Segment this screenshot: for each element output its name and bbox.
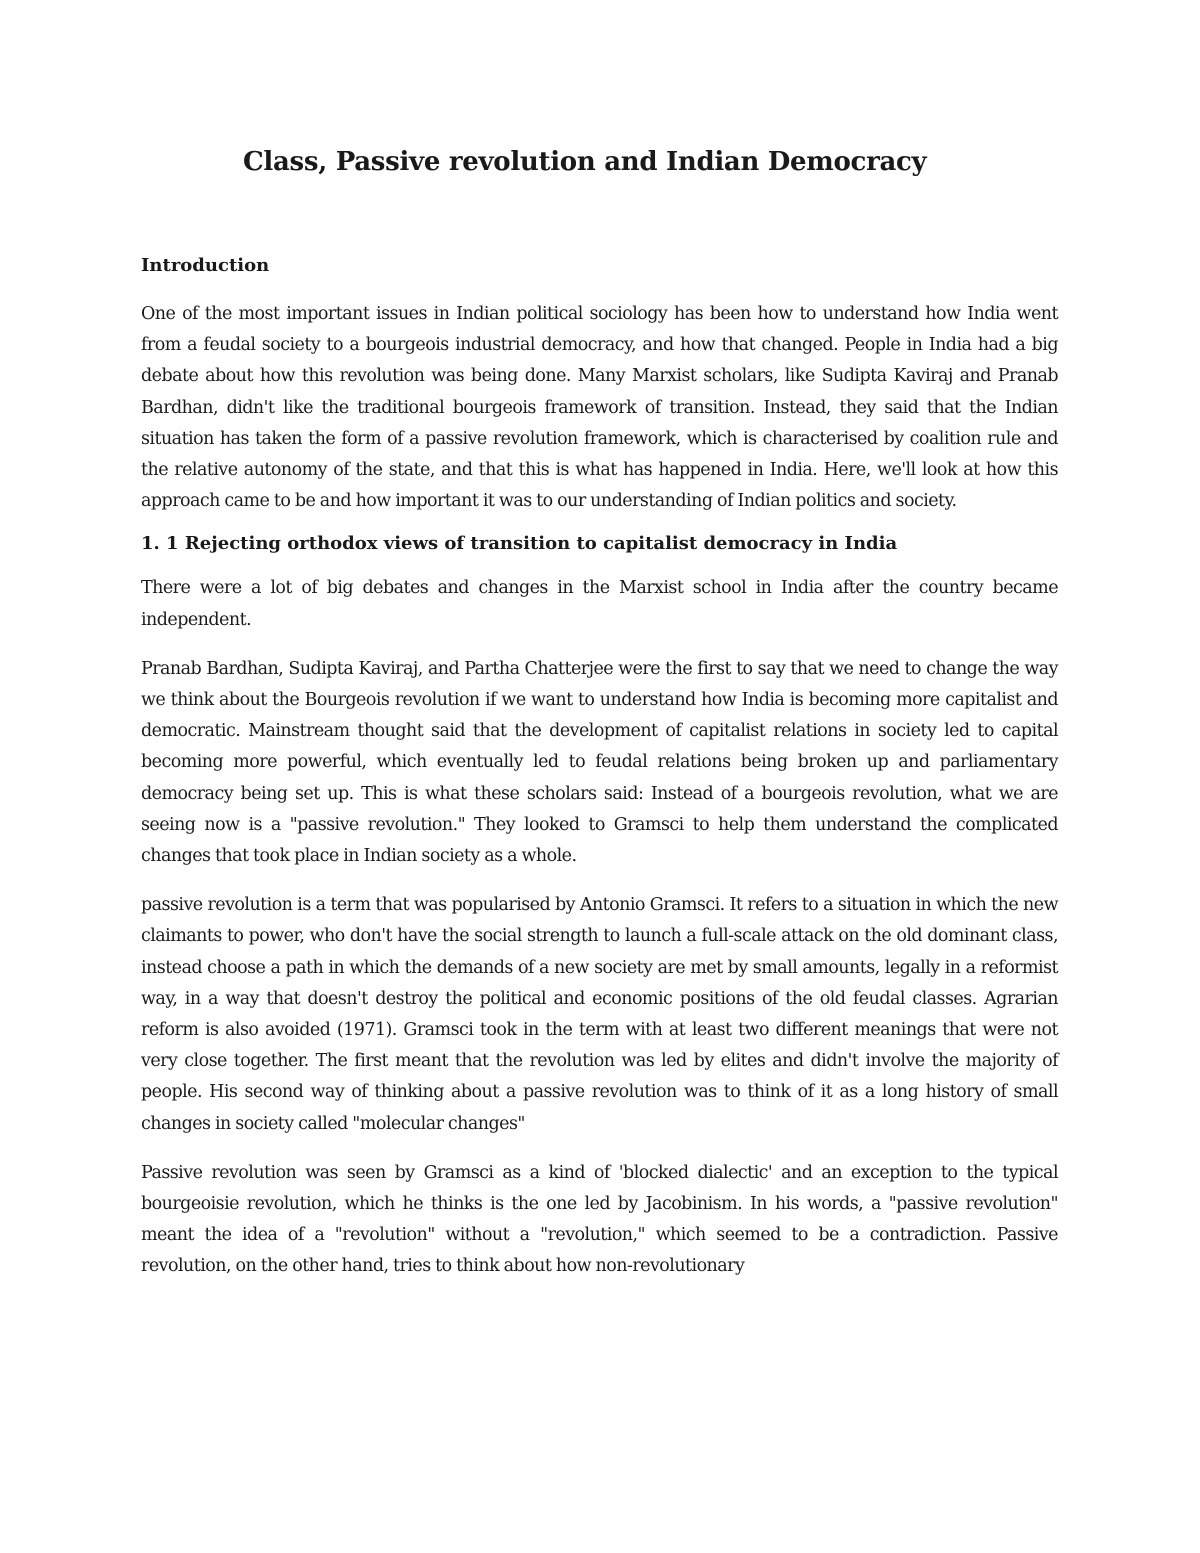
section-1-heading: 1. 1 Rejecting orthodox views of transition to capitalist democracy in India	[141, 533, 898, 555]
document-body	[141, 143, 1058, 1283]
introduction-paragraph: One of the most important issues in Indian political sociology has been how to understand how India went from a feudal society to a bourgeois industrial democracy, and how that changed. People in India had a big debate about how this revolution was being done. Many Marxist scholars, like Sudipta Kaviraj and Pranab Bardhan, didn't like the traditional bourgeois framework of transition. Instead, they said that the Indian situation has taken the form of a passive revolution framework, which is characterised by coalition rule and the relative autonomy of the state, and that this is what has happened in India. Here, we'll look at how this approach came to be and how important it was to our understanding of Indian politics and society.	[141, 304, 1058, 512]
section-1-paragraph-4: Passive revolution was seen by Gramsci as a kind of 'blocked dialectic' and an exception to the typical bourgeoisie revolution, which he thinks is the one led by Jacobinism. In his words, a "passive revolution" meant the idea of a "revolution" without a "revolution," which seemed to be a contradiction. Passive revolution, on the other hand, tries to think about how non-revolutionary	[141, 1162, 1058, 1277]
section-1-paragraph-2: Pranab Bardhan, Sudipta Kaviraj, and Partha Chatterjee were the first to say that we need to change the way we think about the Bourgeois revolution if we want to understand how India is becoming more capitalist and democratic. Mainstream thought said that the development of capitalist relations in society led to capital becoming more powerful, which eventually led to feudal relations being broken up and parliamentary democracy being set up. This is what these scholars said: Instead of a bourgeois revolution, what we are seeing now is a "passive revolution." They looked to Gramsci to help them understand the complicated changes that took place in Indian society as a whole.	[141, 658, 1058, 867]
section-1-paragraph-1: There were a lot of big debates and changes in the Marxist school in India after the country became independent.	[141, 578, 1058, 630]
introduction-heading: Introduction	[141, 255, 270, 276]
document-title: Class, Passive revolution and Indian Democracy	[243, 147, 927, 177]
section-1-paragraph-3: passive revolution is a term that was popularised by Antonio Gramsci. It refers to a situation in which the new claimants to power, who don't have the social strength to launch a full-scale attack on the old dominant class, instead choose a path in which the demands of a new society are met by small amounts, legally in a reformist way, in a way that doesn't destroy the political and economic positions of the old feudal classes. Agrarian reform is also avoided (1971). Gramsci took in the term with at least two different meanings that were not very close together. The first meant that the revolution was led by elites and didn't involve the majority of people. His second way of thinking about a passive revolution was to think of it as a long history of small changes in society called "molecular changes"	[141, 895, 1058, 1134]
